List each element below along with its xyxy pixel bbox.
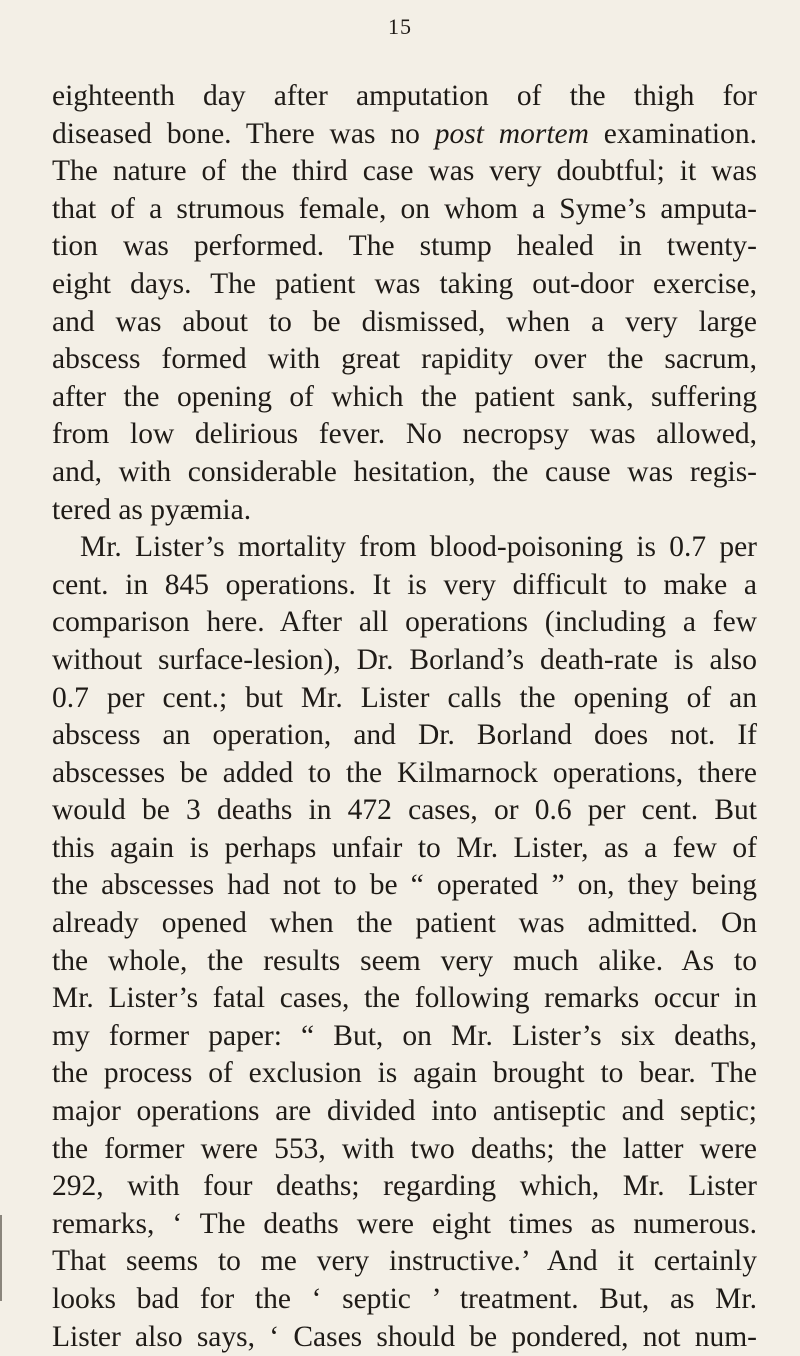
text-line: after the opening of which the patient sank, suffering (52, 380, 757, 413)
text-fragment: examination. (588, 117, 757, 150)
text-line: the former were 553, with two deaths; the latter were (52, 1132, 757, 1165)
text-line: from low delirious fever. No necropsy was allowed, (52, 418, 757, 451)
text-line: the abscesses had not to be “ operated ” on, they being (52, 869, 757, 902)
text-line: my former paper: “ But, on Mr. Lister’s six deaths, (52, 1019, 757, 1052)
text-line: That seems to me very instructive.’ And it certainly (52, 1245, 757, 1278)
text-line: tion was performed. The stump healed in twenty- (52, 230, 757, 263)
text-line: The nature of the third case was very doubtful; it was (52, 155, 757, 188)
text-line (52, 116, 757, 154)
text-line: looks bad for the ‘ septic ’ treatment. But, as Mr. (52, 1283, 757, 1315)
italic-phrase: post mortem (434, 117, 589, 150)
text-line: abscesses be added to the Kilmarnock operations, there (52, 756, 757, 789)
text-line: the process of exclusion is again brought to bear. The (52, 1057, 757, 1090)
text-line: that of a strumous female, on whom a Syme’s amputa- (52, 192, 757, 225)
text-line: Lister also says, ‘ Cases should be pondered, not num- (52, 1320, 757, 1353)
text-line: tered as pyæmia. (52, 493, 252, 526)
text-line: already opened when the patient was admitted. On (52, 907, 757, 940)
text-line: Mr. Lister’s fatal cases, the following remarks occur in (52, 982, 757, 1015)
page-number: 15 (388, 14, 412, 39)
text-line: 0.7 per cent.; but Mr. Lister calls the opening of an (52, 681, 757, 714)
text-line: Mr. Lister’s mortality from blood-poisoning is 0.7 per (80, 531, 757, 564)
text-fragment: diseased bone. There was no (52, 117, 435, 150)
page-edge-shadow (0, 1215, 2, 1301)
text-line: abscess an operation, and Dr. Borland does not. If (52, 719, 757, 752)
text-line: without surface-lesion), Dr. Borland’s death-rate is also (52, 643, 757, 676)
text-line: remarks, ‘ The deaths were eight times as numerous. (52, 1207, 757, 1240)
text-line: and was about to be dismissed, when a very large (52, 305, 757, 338)
text-line: eighteenth day after amputation of the thigh for (52, 80, 757, 112)
text-line: abscess formed with great rapidity over the sacrum, (52, 343, 757, 376)
body-text (52, 78, 757, 1356)
text-line: major operations are divided into antiseptic and septic; (52, 1095, 757, 1128)
text-line: would be 3 deaths in 472 cases, or 0.6 per cent. But (52, 794, 757, 827)
text-line: this again is perhaps unfair to Mr. Lister, as a few of (52, 831, 757, 864)
text-line: 292, with four deaths; regarding which, Mr. Lister (52, 1170, 757, 1203)
text-line: comparison here. After all operations (including a few (52, 606, 757, 639)
text-line: and, with considerable hesitation, the cause was regis- (52, 455, 757, 488)
text-line: the whole, the results seem very much alike. As to (52, 944, 757, 977)
text-line: eight days. The patient was taking out-door exercise, (52, 267, 757, 300)
text-line: cent. in 845 operations. It is very difficult to make a (52, 568, 757, 601)
